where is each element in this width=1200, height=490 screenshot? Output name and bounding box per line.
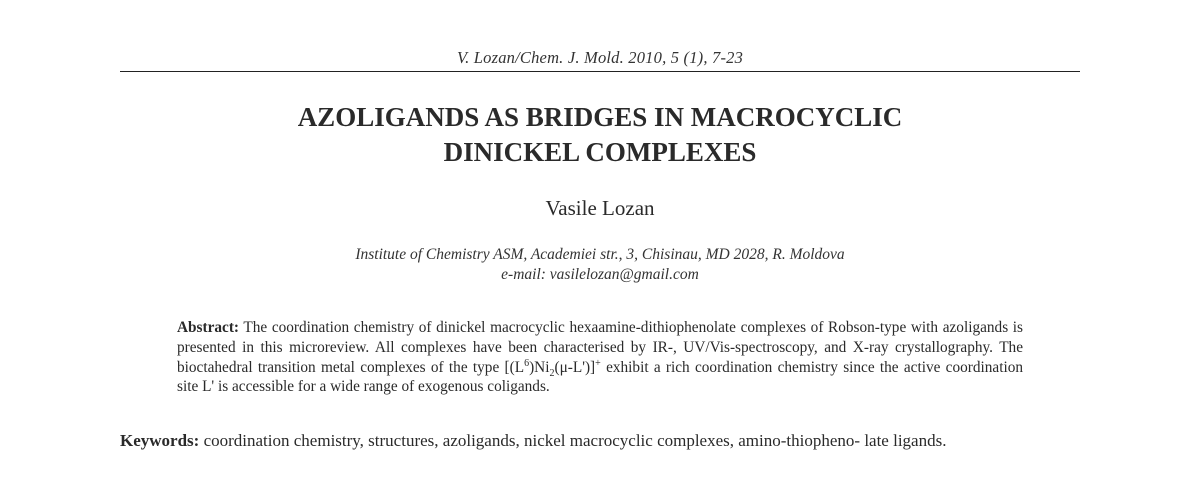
abstract-superscript-6: 6 (524, 357, 530, 369)
abstract (177, 318, 1023, 397)
author-name: Vasile Lozan (545, 196, 655, 220)
keywords-text: coordination chemistry, structures, azoligands, nickel macrocyclic complexes, amino-thiopheno- late ligands. (199, 431, 947, 450)
running-header: V. Lozan/Chem. J. Mold. 2010, 5 (1), 7-23 (456, 48, 744, 67)
keywords-label: Keywords: (120, 431, 200, 450)
abstract-text-1: The coordination chemistry of dinickel macrocyclic hexaamine-dithiophenolate complexes of Robson-type with azoligands is presented in this microreview. All complexes have been characterised by IR-, UV/Vis-spectroscopy, and X-ray crystallography. The bioctahedral transition metal complexes of the type [(L (177, 319, 1023, 376)
paper-title (0, 100, 1200, 170)
header-rule (120, 71, 1080, 72)
title-line-2: DINICKEL COMPLEXES (443, 137, 757, 167)
title-line-1: AZOLIGANDS AS BRIDGES IN MACROCYCLIC (297, 102, 903, 132)
abstract-text-2: )Ni (529, 358, 550, 376)
keywords (120, 430, 1010, 452)
institute-address: Institute of Chemistry ASM, Academiei str., 3, Chisinau, MD 2028, R. Moldova (355, 246, 845, 263)
abstract-text-4: exhibit a rich coordination chemistry since the active coordination site L' is accessible for a wide range of exogenous coligands. (177, 358, 1023, 396)
abstract-text-3: (μ-L')] (554, 358, 596, 376)
abstract-label: Abstract: (177, 319, 240, 336)
abstract-subscript-2: 2 (549, 367, 555, 379)
affiliation (0, 245, 1200, 285)
author-email: e-mail: vasilelozan@gmail.com (501, 266, 699, 283)
abstract-superscript-plus: + (595, 357, 601, 369)
